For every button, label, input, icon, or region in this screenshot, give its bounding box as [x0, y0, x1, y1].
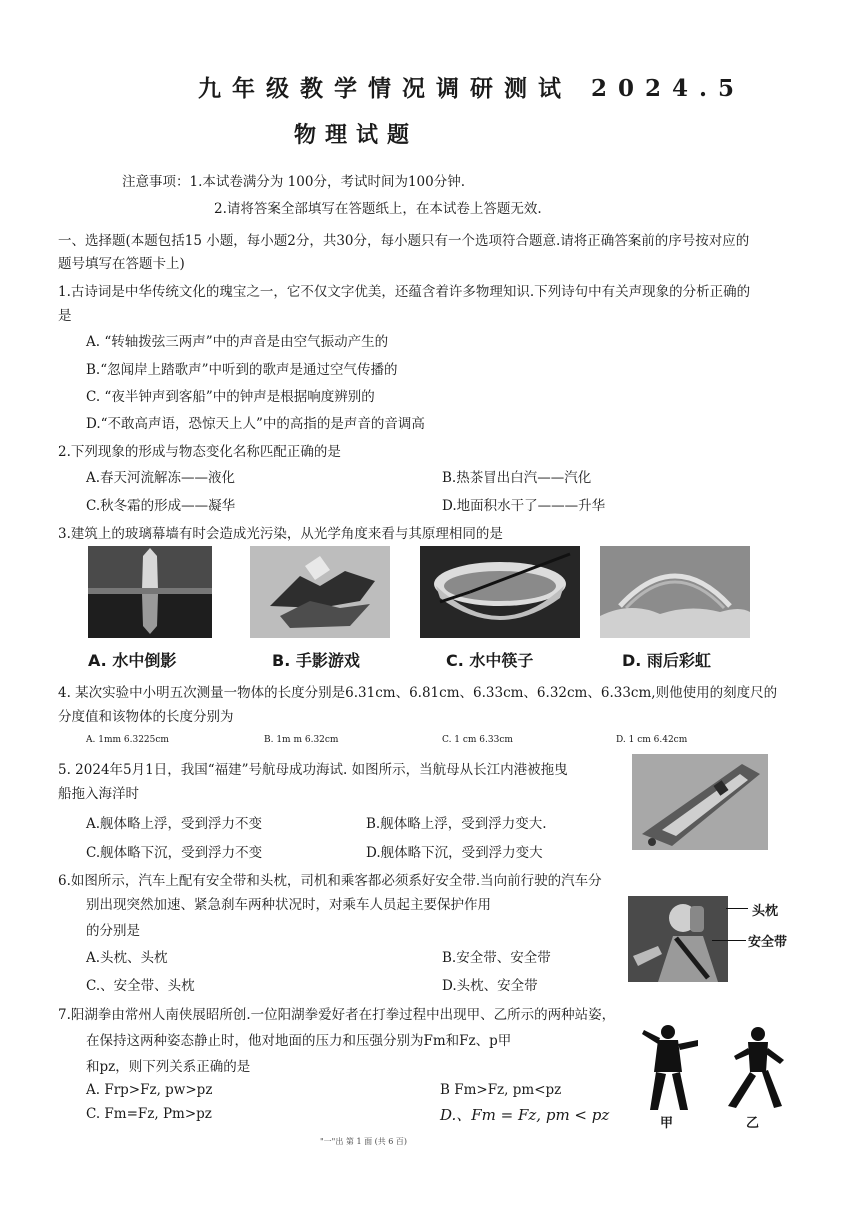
section-heading-line-1: 一、选择题(本题包括15 小题，每小题2分，共30分，每小题只有一个选项符合题意.请将正确答案前的序号按对应的 — [58, 233, 750, 249]
car-seat-image — [628, 896, 728, 982]
q6-option-b: B.安全带、安全带 — [442, 950, 551, 966]
q4-option-c: C. 1 cm 6.33cm — [442, 735, 513, 745]
q4-option-d: D. 1 cm 6.42cm — [616, 735, 688, 745]
seatbelt-label: 安全带 — [748, 935, 788, 950]
q6-option-d: D.头枕、安全带 — [442, 978, 538, 994]
stance-yi-figure — [722, 1026, 786, 1110]
notes-line-1: 注意事项：1.本试卷满分为 100分，考试时间为100分钟. — [122, 174, 465, 190]
q4-option-a: A. 1mm 6.3225cm — [86, 735, 169, 745]
page-title: 九年级教学情况调研测试 2024.5 — [198, 75, 746, 102]
q7-option-c: C. Fm=Fz, Pm>pz — [86, 1106, 212, 1122]
reflection-image — [88, 546, 212, 638]
q6-stem-3: 的分别是 — [86, 923, 140, 939]
q7-option-b: B Fm>Fz, pm<pz — [440, 1082, 562, 1098]
q3-caption-c: C. 水中筷子 — [446, 651, 534, 670]
q6-stem-2: 别出现突然加速、紧急刹车两种状况时，对乘车人员起主要保护作用 — [86, 897, 491, 913]
notes-line-2: 2.请将答案全部填写在答题纸上，在本试卷上答题无效. — [214, 201, 542, 217]
q2-option-d: D.地面积水干了———升华 — [442, 498, 606, 514]
q7-option-a: A. Frp>Fz, pw>pz — [86, 1082, 213, 1098]
seatbelt-pointer-line — [712, 940, 746, 941]
q4-option-b: B. 1m m 6.32cm — [264, 735, 339, 745]
q5-option-c: C.舰体略下沉，受到浮力不变 — [86, 845, 263, 861]
shadow-puppet-image — [250, 546, 390, 638]
q2-option-c: C.秋冬霜的形成——凝华 — [86, 498, 236, 514]
q6-stem-1: 6.如图所示，汽车上配有安全带和头枕，司机和乘客都必须系好安全带.当向前行驶的汽车分 — [58, 873, 602, 889]
page-footer: "一"出 第 1 面 (共 6 百) — [320, 1137, 408, 1146]
q1-option-d: D.“不敢高声语，恐惊天上人”中的高指的是声音的音调高 — [86, 416, 425, 432]
stance-yi-label: 乙 — [746, 1116, 760, 1131]
q3-caption-a: A. 水中倒影 — [88, 651, 177, 670]
q5-stem-2: 船拖入海洋时 — [58, 786, 139, 802]
q1-stem-2: 是 — [58, 308, 72, 324]
q5-option-b: B.舰体略上浮，受到浮力变大. — [366, 816, 547, 832]
q7-stem-3: 和pz，则下列关系正确的是 — [86, 1059, 251, 1075]
section-heading-line-2: 题号填写在答题卡上) — [58, 256, 185, 272]
q6-option-a: A.头枕、头枕 — [86, 950, 168, 966]
stance-jia-label: 甲 — [660, 1116, 674, 1131]
q5-option-a: A.舰体略上浮，受到浮力不变 — [86, 816, 263, 832]
q1-option-b: B.“忽闻岸上踏歌声”中听到的歌声是通过空气传播的 — [86, 362, 398, 378]
q6-option-c: C.、安全带、头枕 — [86, 978, 195, 994]
headrest-label: 头枕 — [752, 904, 779, 919]
q5-option-d: D.舰体略下沉，受到浮力变大 — [366, 845, 543, 861]
q3-caption-b: B. 手影游戏 — [272, 651, 360, 670]
chopsticks-bowl-image — [420, 546, 580, 638]
q4-stem-2: 分度值和该物体的长度分别为 — [58, 709, 234, 725]
q4-stem-1: 4. 某次实验中小明五次测量一物体的长度分别是6.31cm、6.81cm、6.33cm、6.32cm、6.33cm,则他使用的刻度尺的 — [58, 685, 778, 701]
q1-option-a: A. “转轴拨弦三两声”中的声音是由空气振动产生的 — [86, 334, 389, 350]
q1-stem-1: 1.古诗词是中华传统文化的瑰宝之一，它不仅文字优美，还蕴含着许多物理知识.下列诗句中有关声现象的分析正确的 — [58, 284, 751, 300]
q3-caption-d: D. 雨后彩虹 — [622, 651, 711, 670]
q7-stem-1: 7.阳湖拳由常州人南侠展昭所创.一位阳湖拳爱好者在打拳过程中出现甲、乙所示的两种站姿， — [58, 1007, 616, 1023]
stance-jia-figure — [640, 1022, 700, 1112]
rainbow-image — [600, 546, 750, 638]
q2-option-a: A.春天河流解冻——液化 — [86, 470, 236, 486]
q7-stem-2: 在保持这两种姿态静止时，他对地面的压力和压强分别为Fm和Fz、p甲 — [86, 1033, 512, 1049]
q7-option-d: D.、Fm = Fz, pm < pz — [440, 1106, 610, 1124]
q2-stem: 2.下列现象的形成与物态变化名称匹配正确的是 — [58, 444, 341, 460]
q5-stem-1: 5. 2024年5月1日，我国“福建”号航母成功海试. 如图所示，当航母从长江内港被拖曳 — [58, 762, 568, 778]
q3-stem: 3.建筑上的玻璃幕墙有时会造成光污染，从光学角度来看与其原理相同的是 — [58, 526, 503, 542]
headrest-pointer-line — [726, 908, 748, 909]
q1-option-c: C. “夜半钟声到客船”中的钟声是根据响度辨别的 — [86, 389, 375, 405]
page-subtitle: 物理试题 — [294, 122, 419, 148]
q2-option-b: B.热茶冒出白汽——汽化 — [442, 470, 592, 486]
aircraft-carrier-image — [632, 754, 768, 850]
